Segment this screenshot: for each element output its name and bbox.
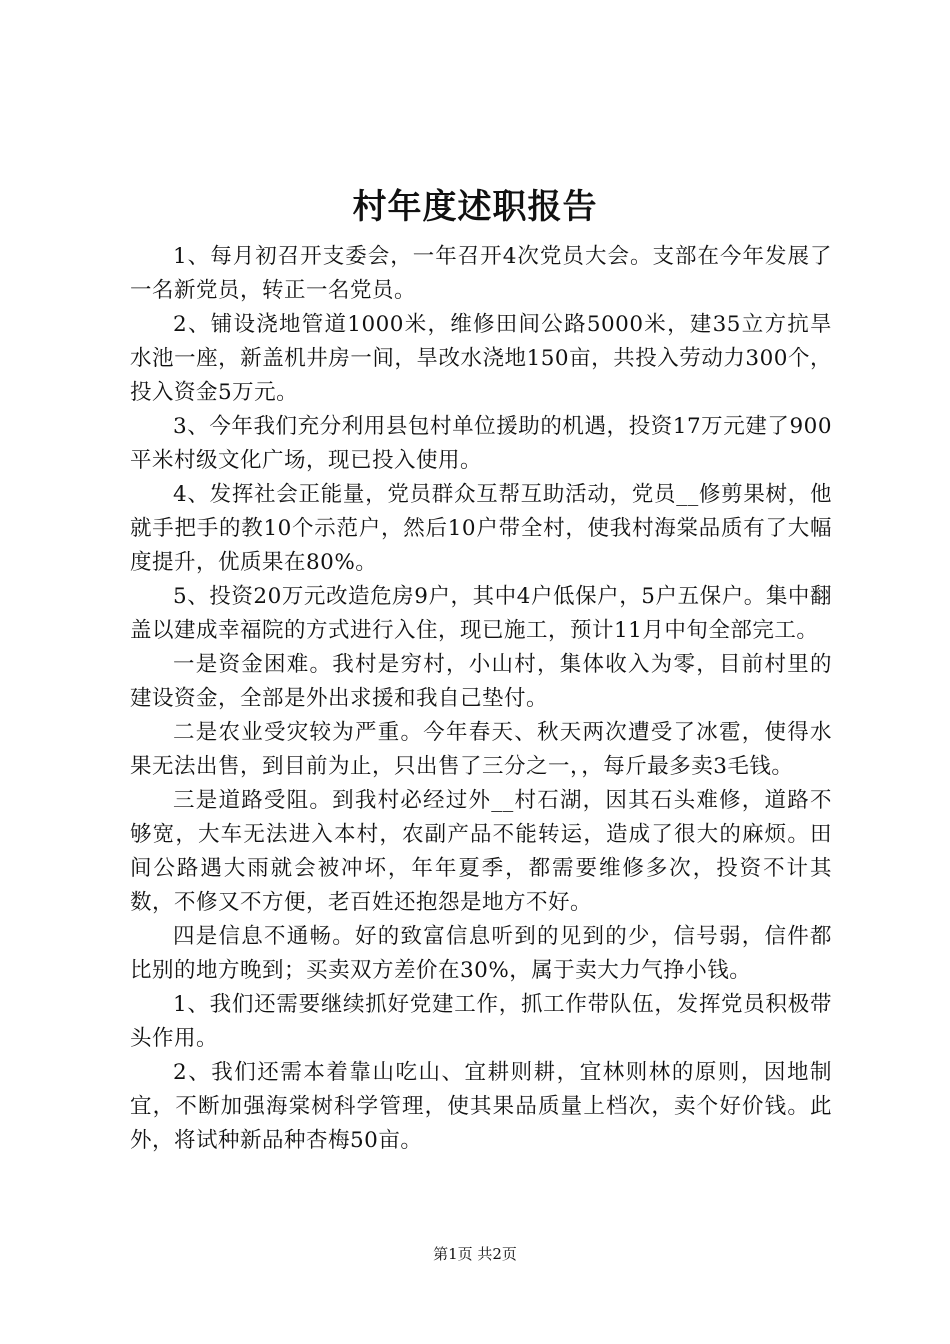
page-footer: 第1页 共2页 [433,1245,517,1263]
paragraph-4: 4、发挥社会正能量，党员群众互帮互助活动，党员__修剪果树，他就手把手的教10个示范户，然后10户带全村，使我村海棠品质有了大幅度提升，优质果在80%。 [130,482,832,575]
document-title: 村年度述职报告 [352,187,598,227]
paragraph-8: 三是道路受阻。到我村必经过外__村石湖，因其石头难修，道路不够宽，大车无法进入本村，农副产品不能转运，造成了很大的麻烦。田间公路遇大雨就会被冲坏，年年夏季，都需要维修多次，投资不计其数，不修又不方便，老百姓还抱怨是地方不好。 [130,788,832,915]
paragraph-11: 2、我们还需本着靠山吃山、宜耕则耕，宜林则林的原则，因地制宜，不断加强海棠树科学管理，使其果品质量上档次，卖个好价钱。此外，将试种新品种杏梅50亩。 [130,1060,832,1153]
paragraph-6: 一是资金困难。我村是穷村，小山村，集体收入为零，目前村里的建设资金，全部是外出求援和我自己垫付。 [130,652,832,711]
paragraph-3: 3、今年我们充分利用县包村单位援助的机遇，投资17万元建了900平米村级文化广场，现已投入使用。 [130,414,832,473]
paragraph-9: 四是信息不通畅。好的致富信息听到的见到的少，信号弱，信件都比别的地方晚到；买卖双方差价在30%，属于卖大力气挣小钱。 [130,924,832,983]
paragraph-2: 2、铺设浇地管道1000米，维修田间公路5000米，建35立方抗旱水池一座，新盖机井房一间，旱改水浇地150亩，共投入劳动力300个，投入资金5万元。 [130,312,832,405]
paragraph-10: 1、我们还需要继续抓好党建工作，抓工作带队伍，发挥党员积极带头作用。 [130,992,832,1051]
document-body [130,240,832,1158]
paragraph-5: 5、投资20万元改造危房9户，其中4户低保户，5户五保户。集中翻盖以建成幸福院的方式进行入住，现已施工，预计11月中旬全部完工。 [130,584,832,643]
paragraph-1: 1、每月初召开支委会，一年召开4次党员大会。支部在今年发展了一名新党员，转正一名党员。 [130,244,832,303]
paragraph-7: 二是农业受灾较为严重。今年春天、秋天两次遭受了冰雹，使得水果无法出售，到目前为止，只出售了三分之一，，每斤最多卖3毛钱。 [130,720,832,779]
